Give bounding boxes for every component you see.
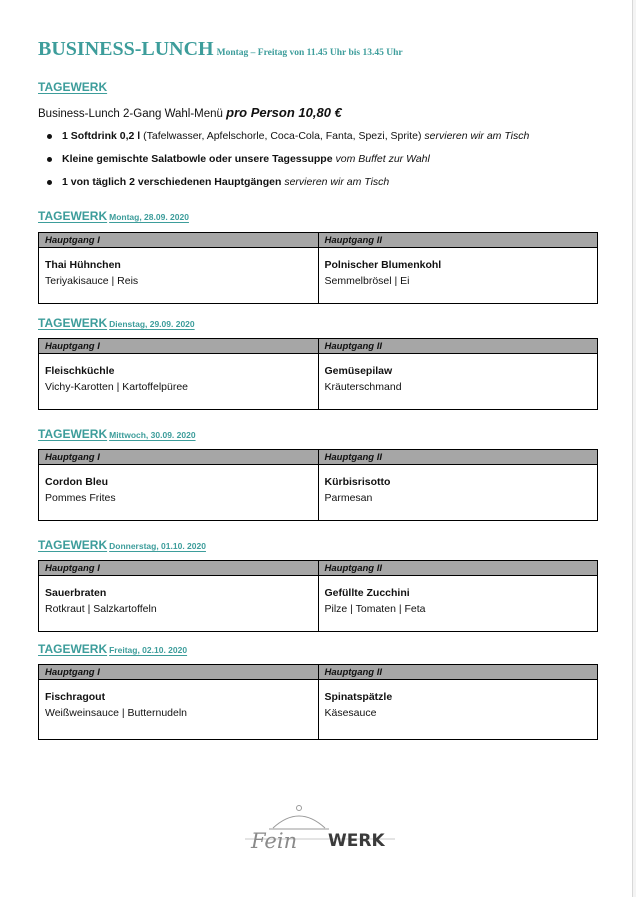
day-label: TAGEWERK: [38, 538, 108, 552]
dish-name: Cordon Bleu: [45, 476, 108, 488]
page-header: [38, 38, 403, 61]
day-heading-monday: [38, 209, 189, 223]
menu-price: pro Person 10,80 €: [226, 105, 342, 120]
dish-cell: [39, 576, 319, 632]
bullet-main: Kleine gemischte Salatbowle oder unsere Tagessuppe: [62, 153, 333, 165]
dish-sides: Vichy-Karotten | Kartoffelpüree: [45, 381, 189, 393]
dish-sides: Weißweinsauce | Butternudeln: [45, 707, 188, 719]
logo-word: WERK: [328, 831, 385, 851]
day-heading-friday: [38, 642, 187, 656]
menu-table-friday: [38, 664, 598, 740]
list-item: [62, 129, 529, 152]
menu-includes-list: [62, 129, 529, 198]
menu-table-wednesday: [38, 449, 598, 521]
intro-section-title: TAGEWERK: [38, 80, 108, 94]
dish-name: Fischragout: [45, 691, 106, 703]
dish-cell: [39, 248, 319, 304]
day-label: TAGEWERK: [38, 209, 108, 223]
page-edge: [632, 0, 636, 897]
dish-name: Sauerbraten: [45, 587, 107, 599]
cloche-icon: [273, 816, 325, 828]
bullet-main: 1 Softdrink 0,2 l: [62, 130, 141, 142]
dish-name: Thai Hühnchen: [45, 259, 121, 271]
dish-cell: [39, 465, 319, 521]
dish-cell: [318, 354, 598, 410]
dish-name: Spinatspätzle: [324, 691, 393, 703]
column-header: Hauptgang I: [39, 561, 319, 576]
dish-cell: [39, 680, 319, 740]
dish-name: Kürbisrisotto: [324, 476, 391, 488]
column-header: Hauptgang I: [39, 339, 319, 354]
day-label: TAGEWERK: [38, 316, 108, 330]
day-date: Dienstag, 29.09. 2020: [109, 319, 195, 329]
dish-sides: Rotkraut | Salzkartoffeln: [45, 603, 157, 615]
day-date: Montag, 28.09. 2020: [109, 212, 189, 222]
column-header: Hauptgang II: [318, 665, 598, 680]
day-label: TAGEWERK: [38, 427, 108, 441]
column-header: Hauptgang II: [318, 561, 598, 576]
column-header: Hauptgang II: [318, 450, 598, 465]
dish-sides: Käsesauce: [324, 707, 377, 719]
menu-table-tuesday: [38, 338, 598, 410]
bullet-note: vom Buffet zur Wahl: [335, 153, 430, 165]
list-item: [62, 175, 529, 198]
service-hours: Montag – Freitag von 11.45 Uhr bis 13.45 Uhr: [216, 48, 403, 58]
dish-cell: [318, 248, 598, 304]
dish-sides: Parmesan: [324, 492, 373, 504]
dish-cell: [318, 576, 598, 632]
dish-sides: Semmelbrösel | Ei: [324, 275, 410, 287]
bullet-detail: (Tafelwasser, Apfelschorle, Coca-Cola, Fanta, Spezi, Sprite): [140, 130, 425, 142]
bullet-note: servieren wir am Tisch: [424, 130, 530, 142]
column-header: Hauptgang I: [39, 665, 319, 680]
day-heading-wednesday: [38, 427, 196, 441]
dish-cell: [318, 465, 598, 521]
dish-sides: Teriyakisauce | Reis: [45, 275, 139, 287]
day-heading-tuesday: [38, 316, 195, 330]
feinwerk-logo: [245, 802, 395, 856]
menu-offer: [38, 105, 342, 120]
dish-sides: Pommes Frites: [45, 492, 116, 504]
dish-name: Fleischküchle: [45, 365, 115, 377]
day-heading-thursday: [38, 538, 206, 552]
column-header: Hauptgang II: [318, 339, 598, 354]
dish-cell: [318, 680, 598, 740]
dish-name: Polnischer Blumenkohl: [324, 259, 442, 271]
day-label: TAGEWERK: [38, 642, 108, 656]
column-header: Hauptgang I: [39, 450, 319, 465]
dish-cell: [39, 354, 319, 410]
dish-name: Gemüsepilaw: [324, 365, 393, 377]
day-date: Donnerstag, 01.10. 2020: [109, 541, 206, 551]
menu-table-monday: [38, 232, 598, 304]
list-item: [62, 152, 529, 175]
logo-script: Fein: [251, 829, 298, 853]
page-title: BUSINESS-LUNCH: [38, 38, 214, 60]
menu-description: Business-Lunch 2-Gang Wahl-Menü: [38, 108, 223, 120]
day-date: Freitag, 02.10. 2020: [109, 645, 188, 655]
column-header: Hauptgang I: [39, 233, 319, 248]
menu-table-thursday: [38, 560, 598, 632]
dish-sides: Pilze | Tomaten | Feta: [324, 603, 426, 615]
day-date: Mittwoch, 30.09. 2020: [109, 430, 196, 440]
dish-sides: Kräuterschmand: [324, 381, 402, 393]
bullet-note: servieren wir am Tisch: [284, 176, 390, 188]
column-header: Hauptgang II: [318, 233, 598, 248]
dish-name: Gefüllte Zucchini: [324, 587, 410, 599]
bullet-main: 1 von täglich 2 verschiedenen Hauptgängen: [62, 176, 282, 188]
cloche-knob-icon: [297, 806, 302, 811]
